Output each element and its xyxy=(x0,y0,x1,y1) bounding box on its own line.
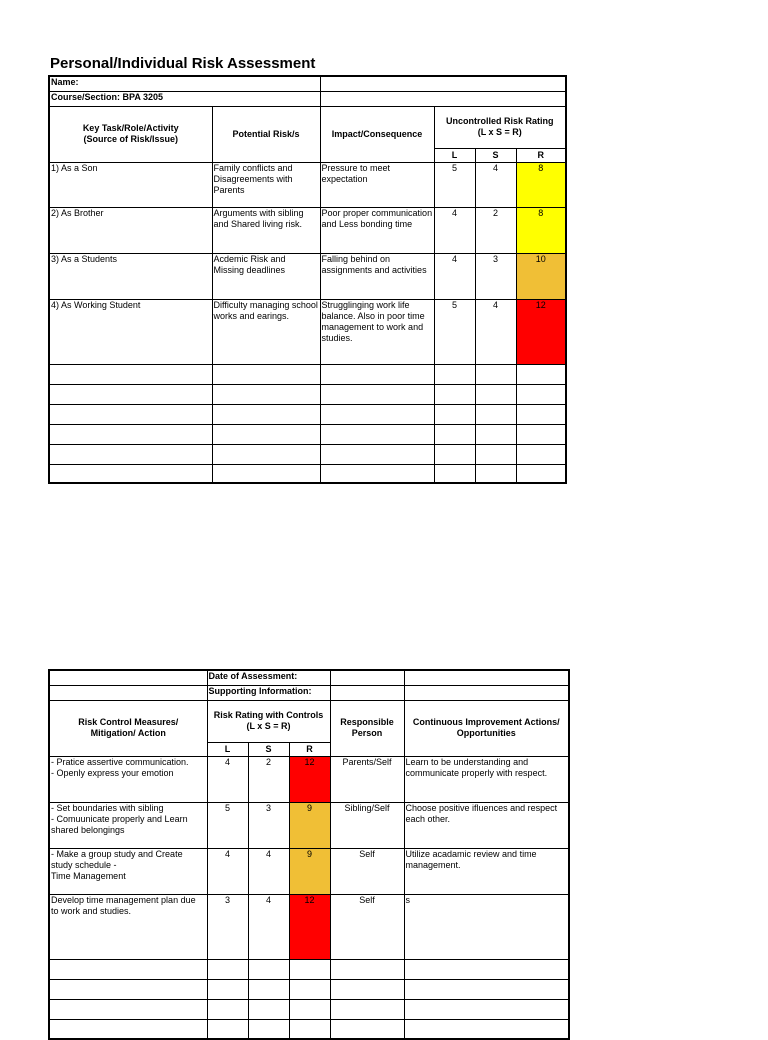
empty-cell[interactable] xyxy=(212,404,320,424)
task-cell: 2) As Brother xyxy=(49,207,212,253)
control-measure-cell: - Pratice assertive communication. - Openly express your emotion xyxy=(49,756,207,802)
course-label: Course/Section: BPA 3205 xyxy=(49,91,320,106)
empty-cell[interactable] xyxy=(330,999,404,1019)
severity-cell: 2 xyxy=(248,756,289,802)
header-s: S xyxy=(248,742,289,756)
improvement-cell: Choose positive ifluences and respect each other. xyxy=(404,802,569,848)
empty-cell[interactable] xyxy=(475,464,516,483)
risk-cell: Family conflicts and Disagreements with Parents xyxy=(212,162,320,207)
empty-cell[interactable] xyxy=(404,979,569,999)
empty-row xyxy=(49,999,569,1019)
date-label: Date of Assessment: xyxy=(207,670,330,685)
risk-row xyxy=(49,299,566,364)
empty-cell[interactable] xyxy=(207,1019,248,1039)
likelihood-cell: 5 xyxy=(207,802,248,848)
likelihood-cell: 4 xyxy=(207,756,248,802)
header-potential-risk: Potential Risk/s xyxy=(212,106,320,162)
improvement-cell: s xyxy=(404,894,569,959)
control-row xyxy=(49,802,569,848)
header-l: L xyxy=(207,742,248,756)
header-responsible-person: Responsible Person xyxy=(330,700,404,756)
empty-cell[interactable] xyxy=(49,464,212,483)
severity-cell: 3 xyxy=(475,253,516,299)
empty-cell[interactable] xyxy=(434,364,475,384)
rating-cell: 8 xyxy=(516,162,566,207)
empty-cell[interactable] xyxy=(404,1019,569,1039)
improvement-cell: Learn to be understanding and communicate properly with respect. xyxy=(404,756,569,802)
empty-row xyxy=(49,979,569,999)
severity-cell: 4 xyxy=(248,894,289,959)
task-cell: 3) As a Students xyxy=(49,253,212,299)
empty-cell[interactable] xyxy=(207,959,248,979)
header-control-measures: Risk Control Measures/ Mitigation/ Action xyxy=(49,700,207,756)
empty-cell[interactable] xyxy=(49,424,212,444)
control-measure-cell: - Make a group study and Create study schedule - Time Management xyxy=(49,848,207,894)
likelihood-cell: 4 xyxy=(434,207,475,253)
name-field[interactable] xyxy=(320,76,566,91)
risk-row xyxy=(49,253,566,299)
rating-cell: 12 xyxy=(516,299,566,364)
empty-cell[interactable] xyxy=(49,404,212,424)
risk-row xyxy=(49,207,566,253)
header-impact: Impact/Consequence xyxy=(320,106,434,162)
empty-cell[interactable] xyxy=(516,424,566,444)
risk-row xyxy=(49,162,566,207)
blank-cell xyxy=(49,670,207,685)
empty-cell[interactable] xyxy=(49,999,207,1019)
empty-cell[interactable] xyxy=(289,979,330,999)
header-uncontrolled-rating: Uncontrolled Risk Rating (L x S = R) xyxy=(434,106,566,148)
empty-cell[interactable] xyxy=(320,464,434,483)
control-row xyxy=(49,894,569,959)
date-field[interactable] xyxy=(330,670,404,685)
control-measure-cell: Develop time management plan due to work and studies. xyxy=(49,894,207,959)
risk-assessment-table xyxy=(48,75,567,484)
impact-cell: Strugglinging work life balance. Also in poor time management to work and studies. xyxy=(320,299,434,364)
responsible-person-cell: Self xyxy=(330,894,404,959)
likelihood-cell: 3 xyxy=(207,894,248,959)
empty-cell[interactable] xyxy=(516,404,566,424)
rating-cell: 10 xyxy=(516,253,566,299)
likelihood-cell: 4 xyxy=(207,848,248,894)
header-controlled-rating: Risk Rating with Controls (L x S = R) xyxy=(207,700,330,742)
empty-cell[interactable] xyxy=(434,464,475,483)
header-continuous-improvement: Continuous Improvement Actions/ Opportunities xyxy=(404,700,569,756)
empty-cell[interactable] xyxy=(207,979,248,999)
empty-row xyxy=(49,444,566,464)
header-r: R xyxy=(516,148,566,162)
empty-cell[interactable] xyxy=(207,999,248,1019)
empty-row xyxy=(49,464,566,483)
empty-cell[interactable] xyxy=(516,364,566,384)
control-row xyxy=(49,848,569,894)
likelihood-cell: 5 xyxy=(434,299,475,364)
responsible-person-cell: Sibling/Self xyxy=(330,802,404,848)
empty-cell[interactable] xyxy=(289,1019,330,1039)
empty-cell[interactable] xyxy=(434,424,475,444)
task-cell: 4) As Working Student xyxy=(49,299,212,364)
empty-cell[interactable] xyxy=(212,364,320,384)
empty-cell[interactable] xyxy=(516,444,566,464)
empty-cell[interactable] xyxy=(289,959,330,979)
empty-row xyxy=(49,959,569,979)
risk-control-table xyxy=(48,669,570,1040)
blank-cell xyxy=(49,685,207,700)
severity-cell: 4 xyxy=(475,162,516,207)
empty-cell[interactable] xyxy=(289,999,330,1019)
empty-cell[interactable] xyxy=(320,404,434,424)
control-row xyxy=(49,756,569,802)
blank-cell xyxy=(404,670,569,685)
rating-cell: 9 xyxy=(289,848,330,894)
likelihood-cell: 4 xyxy=(434,253,475,299)
empty-cell[interactable] xyxy=(49,384,212,404)
empty-cell[interactable] xyxy=(404,959,569,979)
risk-cell: Arguments with sibling and Shared living risk. xyxy=(212,207,320,253)
impact-cell: Falling behind on assignments and activities xyxy=(320,253,434,299)
header-s: S xyxy=(475,148,516,162)
empty-row xyxy=(49,384,566,404)
empty-cell[interactable] xyxy=(320,444,434,464)
header-r: R xyxy=(289,742,330,756)
empty-cell[interactable] xyxy=(248,999,289,1019)
blank-cell xyxy=(404,685,569,700)
empty-cell[interactable] xyxy=(434,384,475,404)
name-label: Name: xyxy=(49,76,320,91)
empty-cell[interactable] xyxy=(475,444,516,464)
responsible-person-cell: Self xyxy=(330,848,404,894)
rating-cell: 12 xyxy=(289,894,330,959)
empty-cell[interactable] xyxy=(475,364,516,384)
empty-cell[interactable] xyxy=(320,364,434,384)
empty-cell[interactable] xyxy=(475,404,516,424)
empty-cell[interactable] xyxy=(212,444,320,464)
empty-row xyxy=(49,1019,569,1039)
empty-row xyxy=(49,364,566,384)
page-title: Personal/Individual Risk Assessment xyxy=(50,55,316,72)
empty-row xyxy=(49,424,566,444)
header-key-task: Key Task/Role/Activity (Source of Risk/Issue) xyxy=(49,106,212,162)
empty-cell[interactable] xyxy=(475,384,516,404)
supporting-info-field[interactable] xyxy=(330,685,404,700)
empty-cell[interactable] xyxy=(320,384,434,404)
rating-cell: 8 xyxy=(516,207,566,253)
empty-cell[interactable] xyxy=(404,999,569,1019)
empty-cell[interactable] xyxy=(212,464,320,483)
responsible-person-cell: Parents/Self xyxy=(330,756,404,802)
empty-cell[interactable] xyxy=(475,424,516,444)
empty-cell[interactable] xyxy=(49,364,212,384)
empty-cell[interactable] xyxy=(49,1019,207,1039)
task-cell: 1) As a Son xyxy=(49,162,212,207)
empty-cell[interactable] xyxy=(330,1019,404,1039)
likelihood-cell: 5 xyxy=(434,162,475,207)
empty-cell[interactable] xyxy=(248,959,289,979)
empty-row xyxy=(49,404,566,424)
empty-cell[interactable] xyxy=(434,444,475,464)
empty-cell[interactable] xyxy=(248,979,289,999)
impact-cell: Pressure to meet expectation xyxy=(320,162,434,207)
supporting-info-label: Supporting Information: xyxy=(207,685,330,700)
empty-cell[interactable] xyxy=(434,404,475,424)
empty-cell[interactable] xyxy=(212,384,320,404)
improvement-cell: Utilize acadamic review and time management. xyxy=(404,848,569,894)
rating-cell: 12 xyxy=(289,756,330,802)
risk-cell: Acdemic Risk and Missing deadlines xyxy=(212,253,320,299)
empty-cell[interactable] xyxy=(49,444,212,464)
empty-cell[interactable] xyxy=(49,979,207,999)
severity-cell: 4 xyxy=(248,848,289,894)
empty-cell[interactable] xyxy=(330,959,404,979)
control-measure-cell: - Set boundaries with sibling - Comuunicate properly and Learn shared belongings xyxy=(49,802,207,848)
header-l: L xyxy=(434,148,475,162)
severity-cell: 2 xyxy=(475,207,516,253)
empty-cell[interactable] xyxy=(49,959,207,979)
empty-cell[interactable] xyxy=(320,424,434,444)
empty-cell[interactable] xyxy=(212,424,320,444)
severity-cell: 4 xyxy=(475,299,516,364)
impact-cell: Poor proper communication and Less bonding time xyxy=(320,207,434,253)
empty-cell[interactable] xyxy=(248,1019,289,1039)
severity-cell: 3 xyxy=(248,802,289,848)
empty-cell[interactable] xyxy=(516,384,566,404)
rating-cell: 9 xyxy=(289,802,330,848)
course-field[interactable] xyxy=(320,91,566,106)
risk-cell: Difficulty managing school works and earings. xyxy=(212,299,320,364)
empty-cell[interactable] xyxy=(330,979,404,999)
empty-cell[interactable] xyxy=(516,464,566,483)
